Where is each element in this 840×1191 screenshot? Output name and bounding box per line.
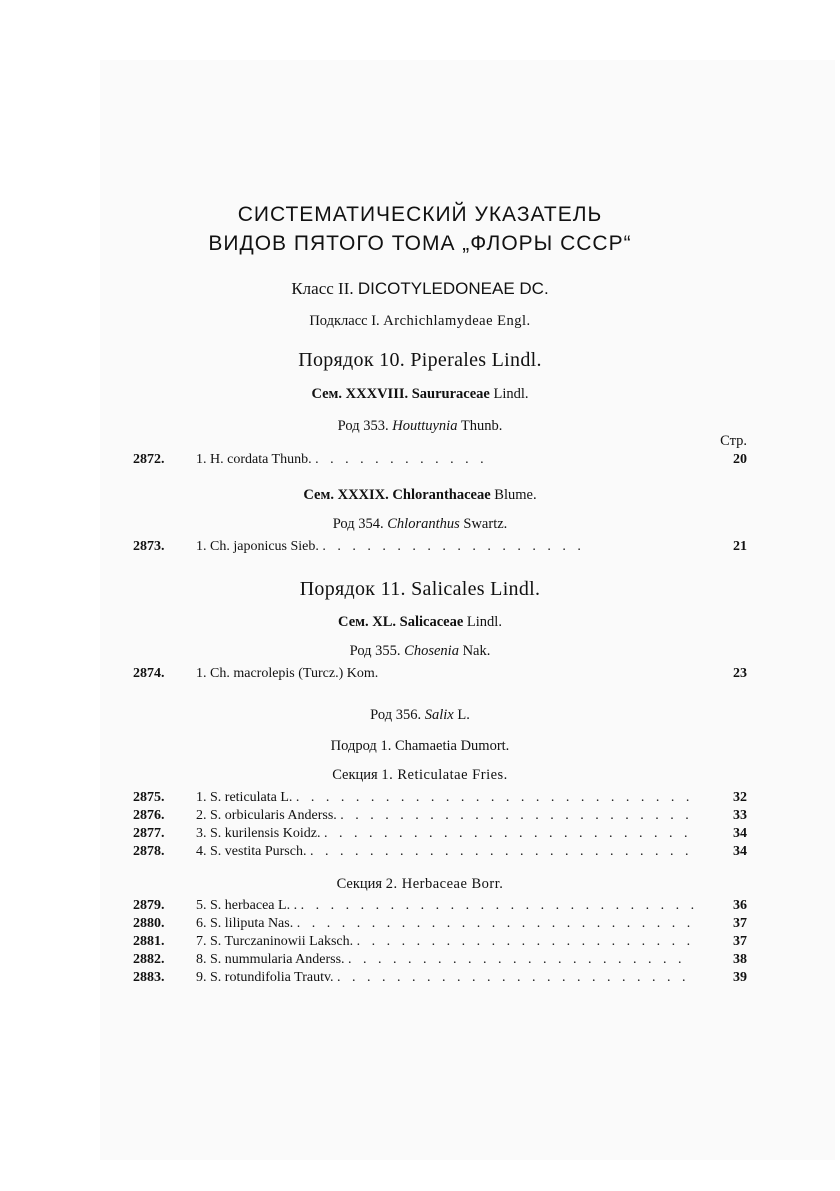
species-name: 3. S. kurilensis Koidz. . . . . . . . . . . . . . . . . . . . . . . . . . [196, 826, 692, 841]
genus-353-prefix: Род 353. [337, 418, 389, 434]
entry-number: 2883. [133, 970, 165, 985]
class-name: DICOTYLEDONEAE DC. [357, 279, 549, 298]
order-11-prefix: Порядок [299, 578, 376, 600]
genus-353-author: Thunb. [460, 418, 503, 434]
leader-dots: . . . . . . . . . . . . . . . . . . . . . . . . . . [309, 844, 693, 859]
species-name: 1. Ch. macrolepis (Turcz.) Kom. [196, 666, 379, 681]
order-10-name: 10. Piperales Lindl. [379, 349, 542, 371]
page-number: 20 [733, 452, 747, 467]
subclass-name: Archichlamydeae Engl. [383, 313, 531, 329]
family-40-heading [0, 614, 840, 631]
subgenus-heading [0, 738, 840, 755]
species-name: 2. S. orbicularis Anderss. . . . . . . . . . . . . . . . . . . . . . . . . [196, 808, 693, 823]
subgenus-name: Chamaetia Dumort. [394, 738, 510, 754]
order-11-name: 11. Salicales Lindl. [380, 578, 541, 600]
species-name: 7. S. Turczaninowii Laksch. . . . . . . . . . . . . . . . . . . . . . . . [196, 934, 695, 949]
leader-dots: . . . . . . . . . . . . . . . . . . . . . . . . . [323, 826, 692, 841]
leader-dots: . . . . . . . . . . . . . . . . . . [322, 539, 585, 554]
genus-355-name: Chosenia [404, 643, 459, 659]
class-prefix: Класс II. [291, 279, 354, 298]
page-column-header: Стр. [720, 433, 747, 449]
section-1-heading [0, 767, 840, 784]
leader-dots: . . . . . . . . . . . . . . . . . . . . . . . [356, 934, 695, 949]
genus-356-name: Salix [424, 707, 454, 723]
entry-number: 2882. [133, 952, 165, 967]
subclass-prefix: Подкласс I. [309, 313, 380, 329]
genus-353-heading [0, 418, 840, 435]
entry-number: 2874. [133, 666, 165, 681]
species-name: 8. S. nummularia Anderss. . . . . . . . . . . . . . . . . . . . . . . . [196, 952, 686, 967]
leader-dots: . . . . . . . . . . . . . . . . . . . . . . . . . . . [300, 898, 699, 913]
page-number: 32 [733, 790, 747, 805]
genus-354-prefix: Род 354. [332, 516, 384, 532]
family-39-heading [0, 487, 840, 504]
leader-dots: . . . . . . . . . . . . . . . . . . . . . . . [348, 952, 686, 967]
species-name: 4. S. vestita Pursch. . . . . . . . . . . . . . . . . . . . . . . . . . . [196, 844, 693, 859]
genus-356-author: L. [457, 707, 470, 723]
entry-number: 2877. [133, 826, 165, 841]
family-38-heading [0, 386, 840, 403]
genus-355-heading [0, 643, 840, 660]
genus-354-name: Chloranthus [387, 516, 460, 532]
entry-number: 2881. [133, 934, 165, 949]
species-name: 9. S. rotundifolia Trautv. . . . . . . . . . . . . . . . . . . . . . . . . [196, 970, 690, 985]
index-title-line2: ВИДОВ ПЯТОГО ТОМА „ФЛОРЫ СССР“ [208, 232, 632, 255]
page-number: 23 [733, 666, 747, 681]
genus-354-heading [0, 516, 840, 533]
family-40-author: Lindl. [466, 614, 502, 630]
page-number: 38 [733, 952, 747, 967]
genus-353-name: Houttuynia [392, 418, 458, 434]
page-number: 34 [733, 844, 747, 859]
entry-number: 2879. [133, 898, 165, 913]
species-name: 6. S. liliputa Nas. . . . . . . . . . . . . . . . . . . . . . . . . . . . [196, 916, 695, 931]
genus-356-prefix: Род 356. [370, 707, 422, 723]
genus-355-author: Nak. [462, 643, 491, 659]
page-number: 37 [733, 916, 747, 931]
species-name: 1. H. cordata Thunb. . . . . . . . . . . . . [196, 452, 488, 467]
page-number: 36 [733, 898, 747, 913]
leader-dots: . . . . . . . . . . . . . . . . . . . . . . . . [337, 970, 690, 985]
page-number: 37 [733, 934, 747, 949]
section-2-name: 2. Herbaceae Borr. [385, 876, 504, 892]
family-40-name: Salicaceae [399, 614, 464, 630]
family-40-prefix: Сем. XL. [338, 614, 397, 630]
leader-dots: . . . . . . . . . . . . . . . . . . . . . . . . [340, 808, 693, 823]
species-name: 5. S. herbacea L. . . . . . . . . . . . . . . . . . . . . . . . . . . . . [196, 898, 699, 913]
leader-dots: . . . . . . . . . . . . . . . . . . . . . . . . . . . [296, 916, 695, 931]
section-2-prefix: Секция [336, 876, 383, 892]
entry-number: 2878. [133, 844, 165, 859]
index-title-line1: СИСТЕМАТИЧЕСКИЙ УКАЗАТЕЛЬ [237, 203, 603, 226]
family-38-author: Lindl. [493, 386, 529, 402]
genus-356-heading [0, 707, 840, 724]
order-10-heading [0, 349, 840, 372]
section-1-prefix: Секция [332, 767, 378, 783]
family-38-name: Saururaceae [411, 386, 490, 402]
leader-dots: . . . . . . . . . . . . . . . . . . . . . . . . . . . [295, 790, 694, 805]
leader-dots: . . . . . . . . . . . . [315, 452, 488, 467]
class-heading [0, 279, 840, 299]
section-1-name: 1. Reticulatae Fries. [381, 767, 508, 783]
entry-number: 2873. [133, 539, 165, 554]
entry-number: 2880. [133, 916, 165, 931]
species-name: 1. Ch. japonicus Sieb. . . . . . . . . . . . . . . . . . . [196, 539, 585, 554]
order-10-prefix: Порядок [298, 349, 374, 371]
page-number: 21 [733, 539, 747, 554]
entry-number: 2875. [133, 790, 165, 805]
subclass-heading [0, 313, 840, 330]
species-name: 1. S. reticulata L. . . . . . . . . . . . . . . . . . . . . . . . . . . . [196, 790, 694, 805]
genus-354-author: Swartz. [463, 516, 508, 532]
family-39-author: Blume. [494, 487, 537, 503]
subgenus-prefix: Подрод 1. [330, 738, 392, 754]
genus-355-prefix: Род 355. [349, 643, 401, 659]
order-11-heading [0, 578, 840, 601]
section-2-heading [0, 876, 840, 893]
family-39-prefix: Сем. XXXIX. [303, 487, 389, 503]
entry-number: 2872. [133, 452, 165, 467]
page-number: 33 [733, 808, 747, 823]
page-number: 34 [733, 826, 747, 841]
entry-number: 2876. [133, 808, 165, 823]
family-39-name: Chloranthaceae [392, 487, 491, 503]
page-number: 39 [733, 970, 747, 985]
family-38-prefix: Сем. XXXVIII. [311, 386, 409, 402]
